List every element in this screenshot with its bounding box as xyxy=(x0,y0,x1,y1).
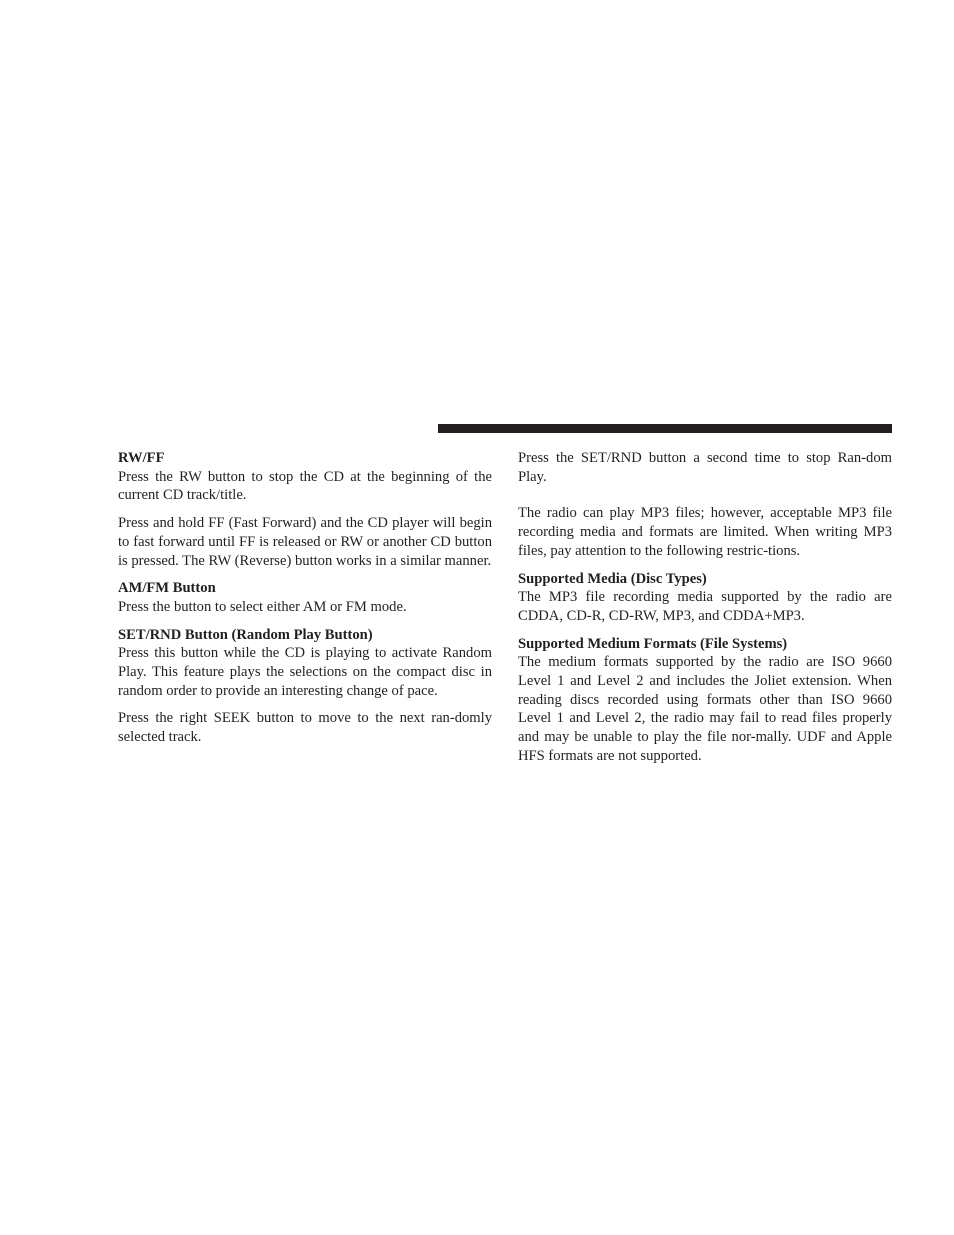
mp3-intro-paragraph: The radio can play MP3 files; however, acceptable MP3 file recording media and formats are limited. When writing MP3 files, pay attention to the following restric-tions. xyxy=(518,505,892,559)
rwff-section xyxy=(118,449,492,505)
supported-formats-section xyxy=(518,635,892,766)
supported-media-heading: Supported Media (Disc Types) xyxy=(518,570,707,587)
setrnd-paragraph-2: Press the right SEEK button to move to the next ran-domly selected track. xyxy=(118,710,492,746)
supported-formats-heading: Supported Medium Formats (File Systems) xyxy=(518,635,788,652)
setrnd-heading: SET/RND Button (Random Play Button) xyxy=(118,626,373,643)
setrnd-section xyxy=(118,626,492,701)
amfm-heading: AM/FM Button xyxy=(118,580,216,597)
supported-formats-paragraph: The medium formats supported by the radio are ISO 9660 Level 1 and Level 2 and includes the Joliet extension. When reading discs recorded using formats other than ISO 9660 Level 1 and Level 2, the radio may fail to read files properly and may be unable to play the file nor-mally. UDF and Apple HFS formats are not supported. xyxy=(518,654,892,764)
rwff-heading: RW/FF xyxy=(118,450,165,466)
setrnd-paragraph-1: Press this button while the CD is playing to activate Random Play. This feature plays the selections on the compact disc in random order to provide an interesting change of pace. xyxy=(118,645,492,699)
supported-media-paragraph: The MP3 file recording media supported by the radio are CDDA, CD-R, CD-RW, MP3, and CDDA+MP3. xyxy=(518,589,892,624)
rwff-paragraph-2: Press and hold FF (Fast Forward) and the CD player will begin to fast forward until FF is released or RW or another CD button is pressed. The RW (Reverse) button works in a similar manner. xyxy=(118,515,492,569)
amfm-paragraph: Press the button to select either AM or FM mode. xyxy=(118,598,407,615)
right-column xyxy=(518,449,892,775)
section-header-rule xyxy=(438,424,892,433)
amfm-section xyxy=(118,579,492,616)
supported-media-section xyxy=(518,570,892,626)
setrnd-continued-paragraph: Press the SET/RND button a second time to stop Ran-dom Play. xyxy=(518,450,892,485)
left-column xyxy=(118,449,492,756)
rwff-paragraph-1: Press the RW button to stop the CD at the beginning of the current CD track/title. xyxy=(118,468,492,504)
